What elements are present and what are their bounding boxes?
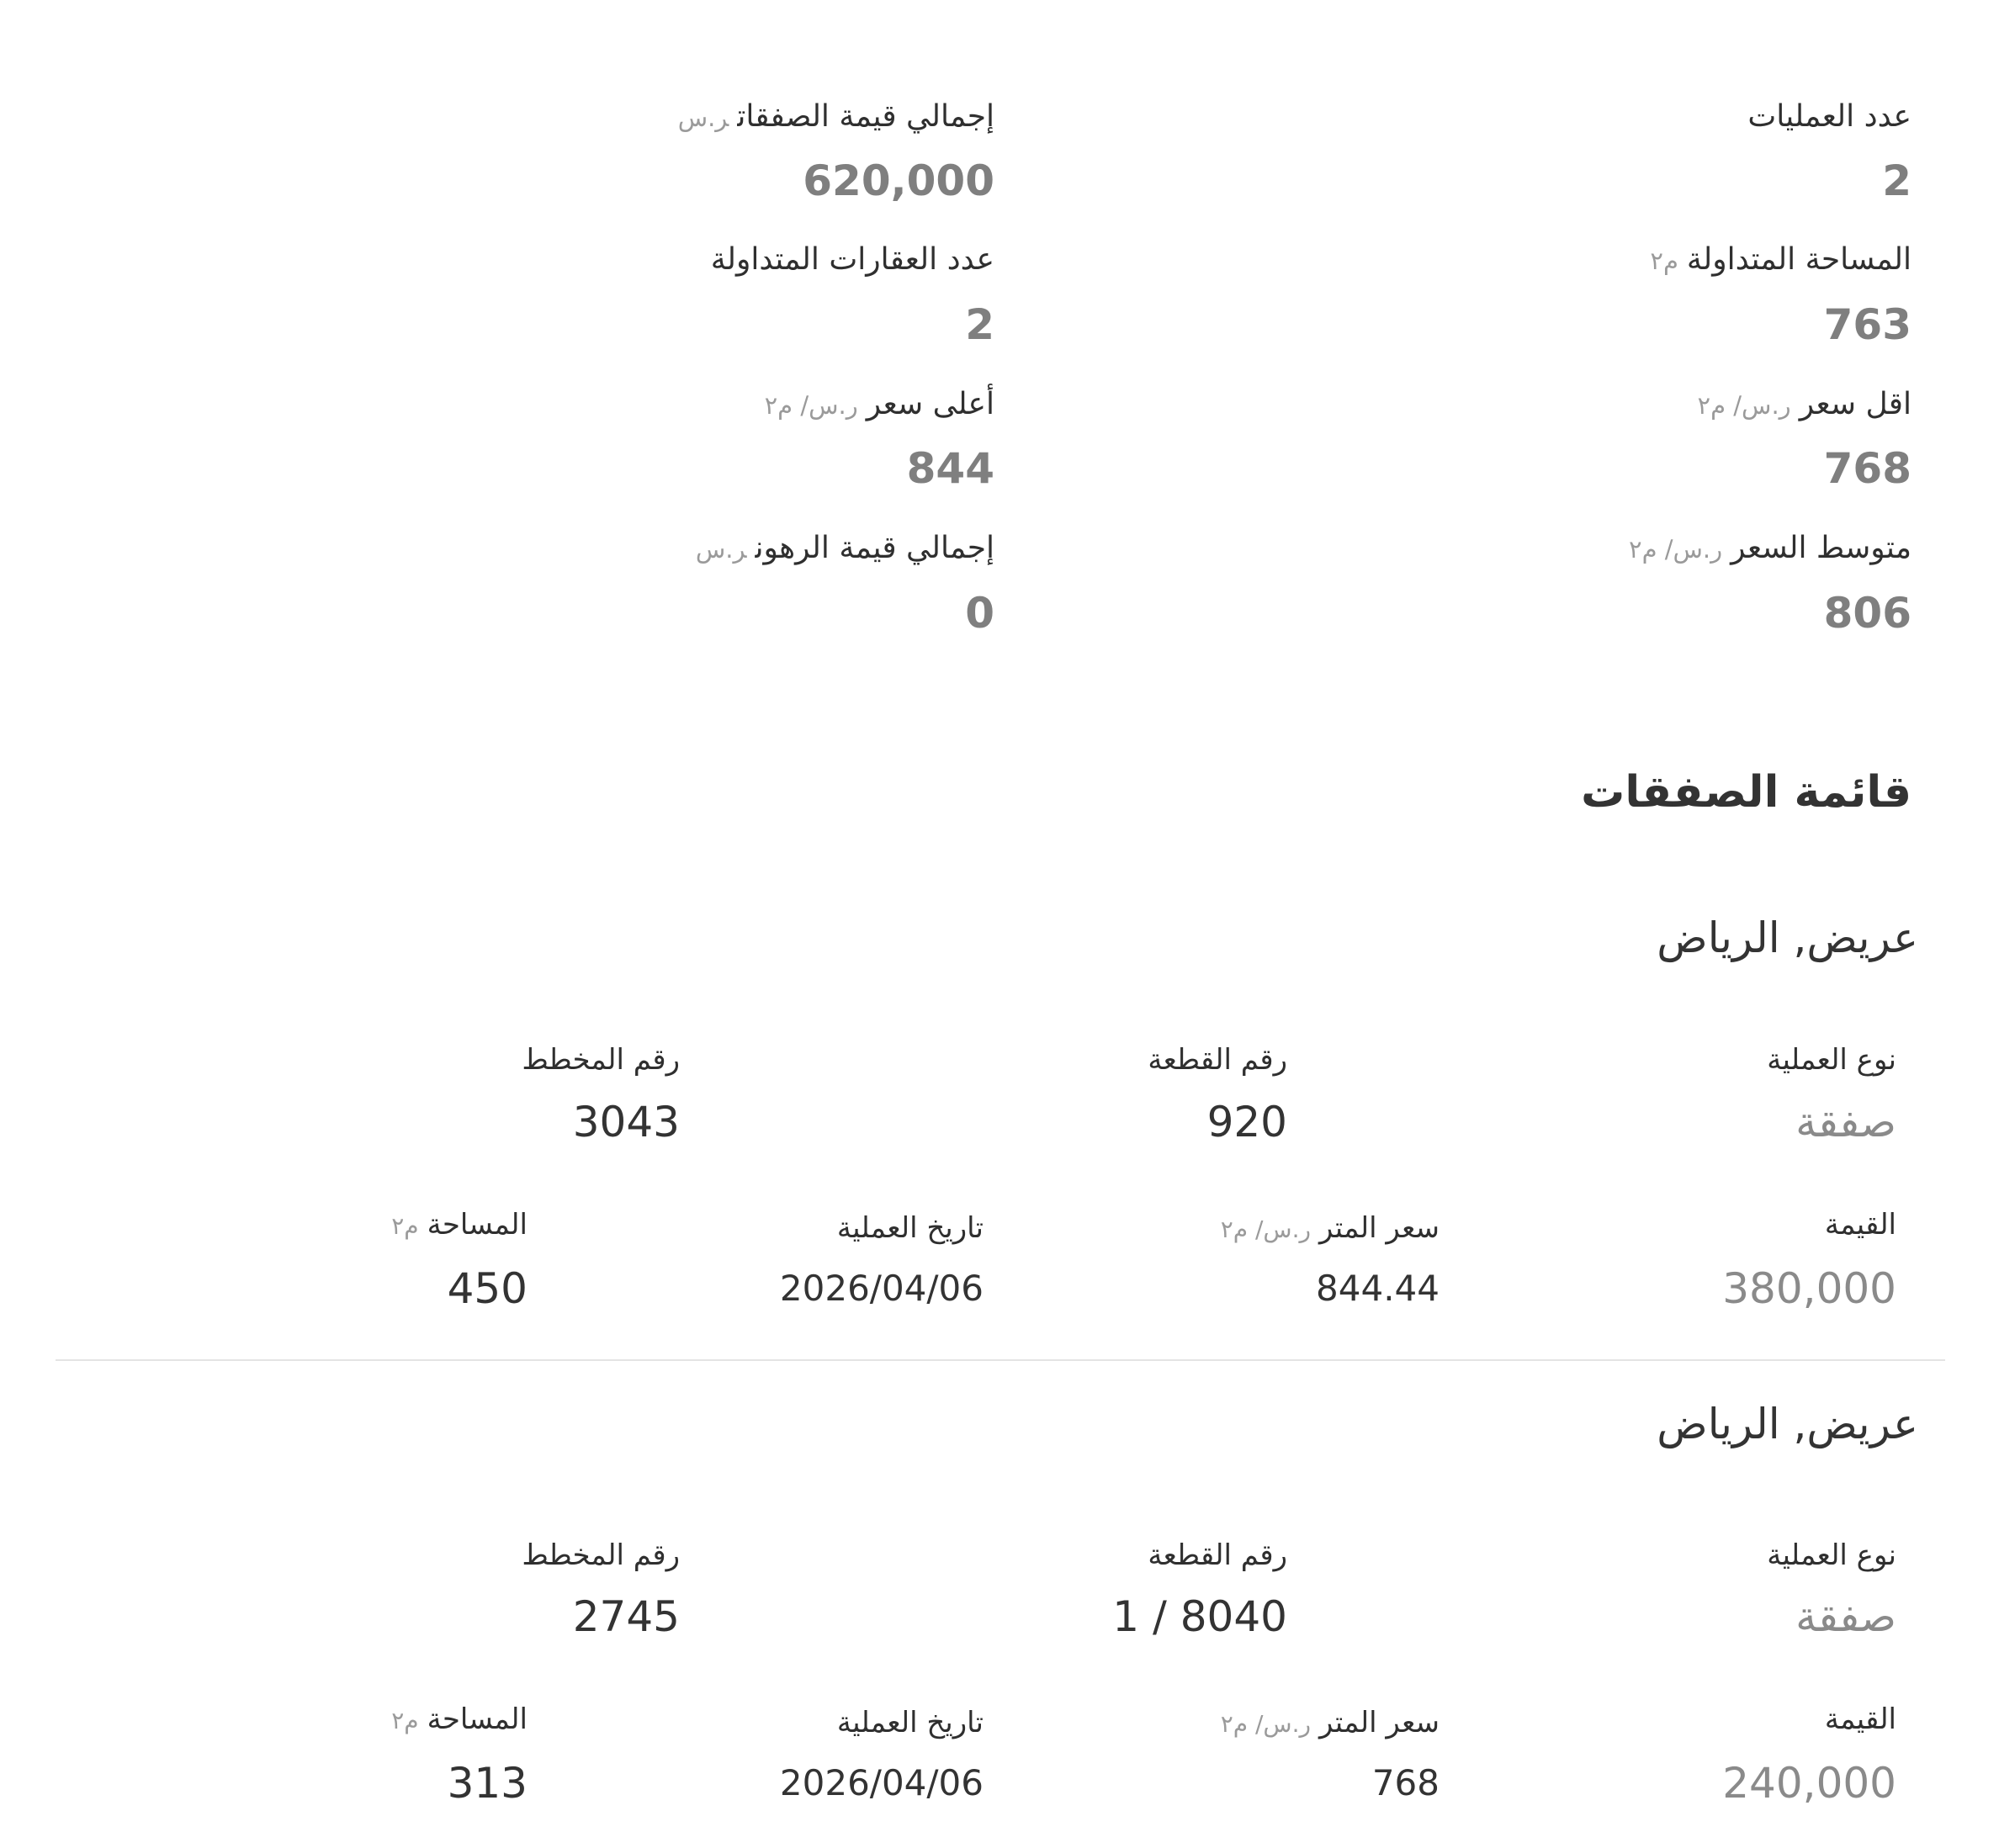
operations-count-value: 2 <box>1882 156 1912 205</box>
area-value: 313 <box>447 1759 528 1808</box>
operation-type-value: صفقة <box>1795 1592 1896 1641</box>
operations-count-label: عدد العمليات <box>1747 99 1912 134</box>
traded-properties-count-value: 2 <box>965 300 994 349</box>
area-unit: م٢ <box>391 1707 419 1734</box>
plot-number-value: 1 / 8040 <box>1112 1592 1287 1641</box>
deal-divider <box>56 1359 1945 1361</box>
traded-properties-count-label: عدد العقارات المتداولة <box>710 242 994 277</box>
total-deals-value: 620,000 <box>803 156 994 205</box>
meter-price-label: سعر المترر.س/ م٢ <box>1220 1211 1440 1245</box>
area-label: المساحةم٢ <box>391 1208 528 1242</box>
meter-price-label: سعر المترر.س/ م٢ <box>1220 1706 1440 1739</box>
deal-value: 240,000 <box>1722 1759 1896 1808</box>
operation-date-value: 2026/04/06 <box>779 1268 984 1309</box>
value-label: القيمة <box>1824 1702 1896 1736</box>
lowest-price-value: 768 <box>1823 444 1912 493</box>
total-mortgage-value-unit: ر.س <box>695 535 747 564</box>
average-price-label: متوسط السعرر.س/ م٢ <box>1629 531 1912 565</box>
plot-number-label: رقم القطعة <box>1148 1043 1287 1077</box>
lowest-price-unit: ر.س/ م٢ <box>1697 391 1791 420</box>
deal-value: 380,000 <box>1722 1264 1896 1313</box>
traded-area-value: 763 <box>1823 300 1912 349</box>
highest-price-label: أعلى سعرر.س/ م٢ <box>764 387 994 421</box>
meter-price-unit: ر.س/ م٢ <box>1220 1710 1312 1738</box>
operation-type-label: نوع العملية <box>1767 1538 1896 1572</box>
plot-number-value: 920 <box>1206 1098 1287 1146</box>
plan-number-label: رقم المخطط <box>522 1538 680 1572</box>
operation-date-label: تاريخ العملية <box>836 1211 984 1245</box>
plot-number-label: رقم القطعة <box>1148 1538 1287 1572</box>
operation-date-value: 2026/04/06 <box>779 1762 984 1803</box>
total-deals-value-unit: ر.س <box>677 103 729 132</box>
operation-date-label: تاريخ العملية <box>836 1706 984 1739</box>
operation-type-label: نوع العملية <box>1767 1043 1896 1077</box>
total-deals-value-label: إجمالي قيمة الصفقاتر.س <box>677 99 994 134</box>
traded-area-label: المساحة المتداولةم٢ <box>1650 242 1912 277</box>
area-unit: م٢ <box>391 1212 419 1240</box>
meter-price-value: 768 <box>1371 1762 1440 1803</box>
value-label: القيمة <box>1824 1208 1896 1242</box>
highest-price-unit: ر.س/ م٢ <box>764 391 858 420</box>
plan-number-label: رقم المخطط <box>522 1043 680 1077</box>
area-label: المساحةم٢ <box>391 1702 528 1736</box>
highest-price-value: 844 <box>906 444 994 493</box>
average-price-value: 806 <box>1823 589 1912 638</box>
traded-area-unit: م٢ <box>1650 246 1678 275</box>
meter-price-unit: ر.س/ م٢ <box>1220 1215 1312 1243</box>
area-value: 450 <box>447 1264 528 1313</box>
plan-number-value: 2745 <box>572 1592 680 1641</box>
operation-type-value: صفقة <box>1795 1098 1896 1146</box>
average-price-unit: ر.س/ م٢ <box>1629 535 1723 564</box>
total-mortgage-value-label: إجمالي قيمة الرهونر.س <box>695 531 994 565</box>
lowest-price-label: اقل سعرر.س/ م٢ <box>1697 387 1912 421</box>
deal-location: عريض, الرياض <box>1657 1400 1918 1448</box>
total-mortgage-value: 0 <box>965 589 994 638</box>
meter-price-value: 844.44 <box>1316 1268 1440 1309</box>
plan-number-value: 3043 <box>572 1098 680 1146</box>
deals-list-title: قائمة الصفقات <box>1581 767 1912 818</box>
deal-location: عريض, الرياض <box>1657 913 1918 962</box>
